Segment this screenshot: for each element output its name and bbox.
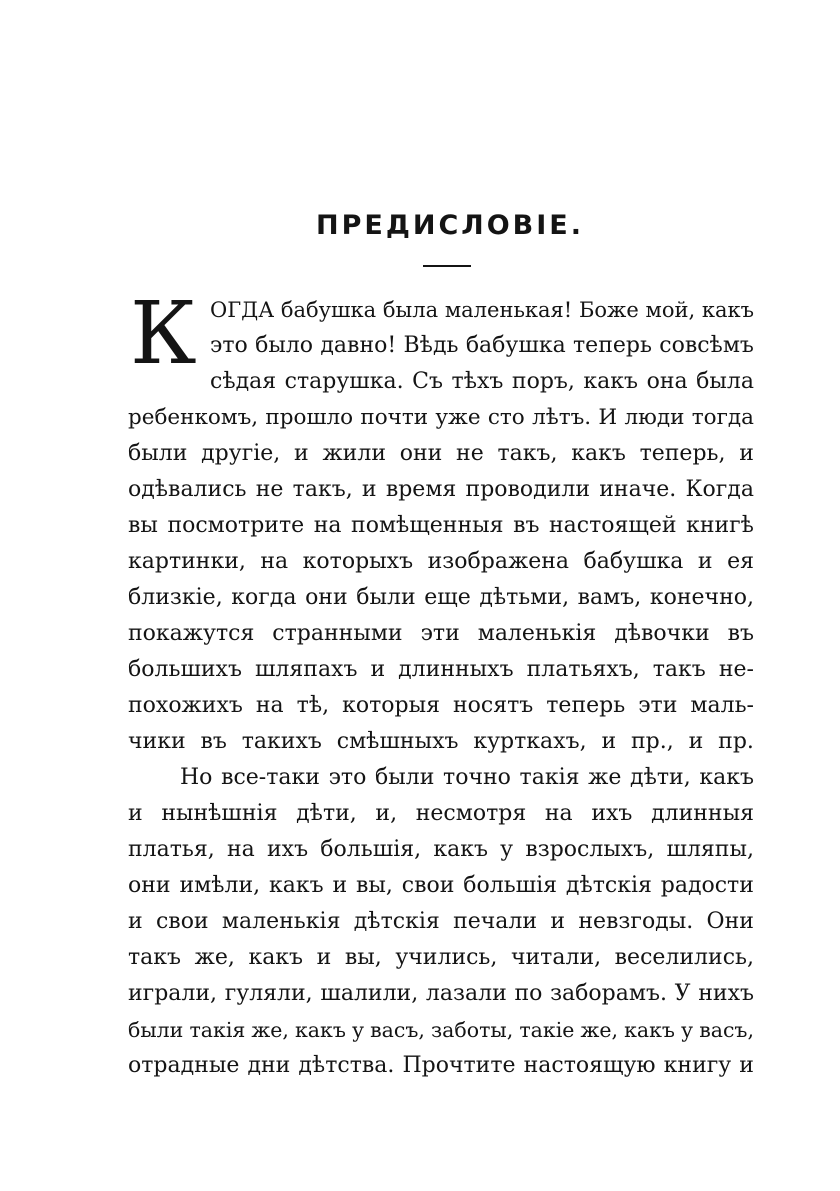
text-line: ОГДА бабушка была маленькая! Боже мой, какъ (210, 298, 754, 322)
text-line: это было давно! Вѣдь бабушка теперь совсѣмъ (210, 333, 754, 358)
text-line: картинки, на которыхъ изображена бабушка и ея (128, 549, 754, 574)
text-line: Но все-таки это были точно такія же дѣти, какъ (180, 765, 754, 790)
paragraph-2 (128, 760, 754, 1084)
text-line: сѣдая старушка. Съ тѣхъ поръ, какъ она была (210, 369, 754, 394)
text-line: и нынѣшнія дѣти, и, несмотря на ихъ длинныя (128, 801, 754, 826)
text-line: покажутся странными эти маленькія дѣвочки въ (128, 621, 754, 646)
text-line: были другіе, и жили они не такъ, какъ теперь, и (128, 441, 754, 466)
text-line: платья, на ихъ большія, какъ у взрослыхъ, шляпы, (128, 837, 754, 862)
text-line: чики въ такихъ смѣшныхъ курткахъ, и пр., и пр. (128, 729, 754, 754)
text-line: отрадные дни дѣтства. Прочтите настоящую книгу и (128, 1053, 754, 1078)
text-line: они имѣли, какъ и вы, свои большія дѣтскія радости (128, 873, 754, 898)
text-line: ребенкомъ, прошло почти уже сто лѣтъ. И люди тогда (128, 405, 754, 430)
title-rule (423, 265, 471, 267)
text-line: играли, гуляли, шалили, лазали по заборамъ. У нихъ (128, 981, 754, 1006)
body-text (128, 284, 754, 1084)
page-title: ПРЕДИСЛОВІЕ. (316, 210, 584, 241)
text-line: одѣвались не такъ, и время проводили иначе. Когда (128, 477, 754, 502)
text-line: большихъ шляпахъ и длинныхъ платьяхъ, такъ не- (128, 657, 754, 682)
drop-cap: К (130, 284, 197, 384)
text-line: такъ же, какъ и вы, учились, читали, веселились, (128, 945, 754, 970)
text-line: вы посмотрите на помѣщенныя въ настоящей книгѣ (128, 513, 754, 538)
paragraph-1 (128, 284, 754, 760)
text-line: были такія же, какъ у васъ, заботы, такіе же, какъ у васъ, (128, 1018, 754, 1042)
text-line: и свои маленькія дѣтскія печали и невзгоды. Они (128, 909, 754, 934)
text-line: похожихъ на тѣ, которыя носятъ теперь эти маль- (128, 693, 754, 718)
text-line: близкіе, когда они были еще дѣтьми, вамъ, конечно, (128, 585, 754, 610)
